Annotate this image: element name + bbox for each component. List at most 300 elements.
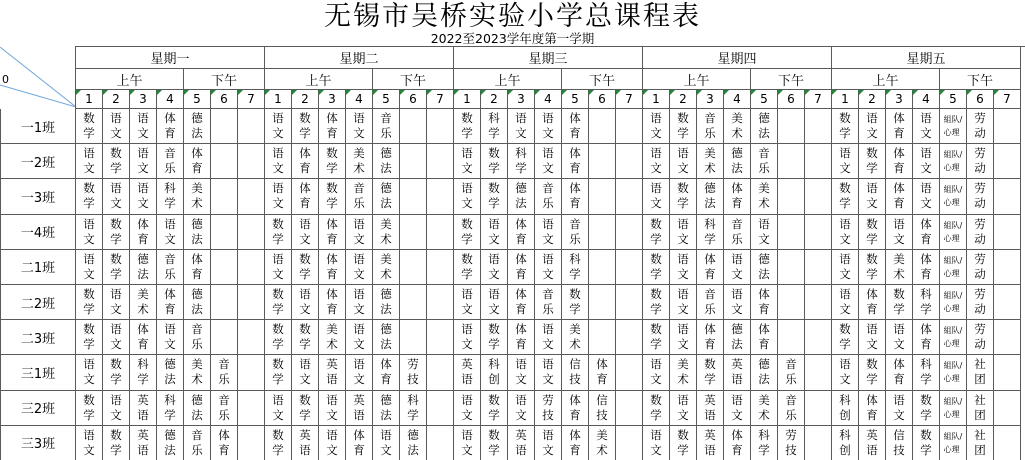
schedule-cell[interactable] [184,250,211,285]
schedule-cell[interactable] [130,355,157,390]
schedule-cell[interactable] [616,109,643,144]
schedule-cell[interactable] [76,109,103,144]
schedule-cell[interactable] [913,179,940,214]
schedule-cell[interactable] [940,215,967,250]
schedule-cell[interactable] [616,144,643,179]
schedule-cell[interactable] [859,215,886,250]
schedule-cell[interactable] [724,144,751,179]
schedule-cell[interactable] [670,355,697,390]
schedule-cell[interactable] [994,426,1021,460]
schedule-cell[interactable] [76,426,103,460]
schedule-cell[interactable] [184,215,211,250]
schedule-cell[interactable] [859,144,886,179]
schedule-cell[interactable] [697,250,724,285]
schedule-cell[interactable] [130,144,157,179]
schedule-cell[interactable] [994,215,1021,250]
schedule-cell[interactable] [211,320,238,355]
schedule-cell[interactable] [481,144,508,179]
schedule-cell[interactable] [427,250,454,285]
schedule-cell[interactable] [130,215,157,250]
schedule-cell[interactable] [616,426,643,460]
schedule-cell[interactable] [346,320,373,355]
schedule-cell[interactable] [616,215,643,250]
schedule-cell[interactable] [616,179,643,214]
schedule-cell[interactable] [697,285,724,320]
schedule-cell[interactable] [454,285,481,320]
schedule-cell[interactable] [616,250,643,285]
schedule-cell[interactable] [238,391,265,426]
schedule-cell[interactable] [130,426,157,460]
schedule-cell[interactable] [805,109,832,144]
schedule-cell[interactable] [805,179,832,214]
schedule-cell[interactable] [832,109,859,144]
schedule-cell[interactable] [589,355,616,390]
schedule-cell[interactable] [319,426,346,460]
schedule-cell[interactable] [427,109,454,144]
schedule-cell[interactable] [373,426,400,460]
schedule-cell[interactable] [508,391,535,426]
schedule-cell[interactable] [589,109,616,144]
schedule-cell[interactable] [670,179,697,214]
schedule-cell[interactable] [76,179,103,214]
schedule-cell[interactable] [238,144,265,179]
schedule-cell[interactable] [562,179,589,214]
schedule-cell[interactable] [103,250,130,285]
schedule-cell[interactable] [373,109,400,144]
schedule-cell[interactable] [265,285,292,320]
schedule-cell[interactable] [805,355,832,390]
schedule-cell[interactable] [940,109,967,144]
schedule-cell[interactable] [643,355,670,390]
schedule-cell[interactable] [994,109,1021,144]
schedule-cell[interactable] [292,320,319,355]
schedule-cell[interactable] [76,285,103,320]
schedule-cell[interactable] [130,109,157,144]
schedule-cell[interactable] [292,215,319,250]
schedule-cell[interactable] [157,250,184,285]
schedule-cell[interactable] [319,215,346,250]
schedule-cell[interactable] [859,179,886,214]
schedule-cell[interactable] [238,320,265,355]
schedule-cell[interactable] [535,320,562,355]
schedule-cell[interactable] [265,391,292,426]
schedule-cell[interactable] [454,144,481,179]
schedule-cell[interactable] [265,355,292,390]
schedule-cell[interactable] [886,109,913,144]
schedule-cell[interactable] [562,355,589,390]
schedule-cell[interactable] [670,285,697,320]
schedule-cell[interactable] [292,250,319,285]
schedule-cell[interactable] [616,320,643,355]
schedule-cell[interactable] [103,285,130,320]
schedule-cell[interactable] [670,391,697,426]
schedule-cell[interactable] [319,179,346,214]
schedule-cell[interactable] [211,144,238,179]
schedule-cell[interactable] [481,320,508,355]
schedule-cell[interactable] [589,179,616,214]
schedule-cell[interactable] [130,285,157,320]
schedule-cell[interactable] [697,215,724,250]
schedule-cell[interactable] [670,250,697,285]
schedule-cell[interactable] [481,285,508,320]
schedule-cell[interactable] [508,426,535,460]
schedule-cell[interactable] [373,320,400,355]
schedule-cell[interactable] [886,250,913,285]
schedule-cell[interactable] [724,391,751,426]
schedule-cell[interactable] [886,179,913,214]
schedule-cell[interactable] [238,179,265,214]
schedule-cell[interactable] [238,355,265,390]
schedule-cell[interactable] [211,109,238,144]
schedule-cell[interactable] [589,320,616,355]
schedule-cell[interactable] [562,391,589,426]
schedule-cell[interactable] [940,250,967,285]
schedule-cell[interactable] [940,391,967,426]
schedule-cell[interactable] [832,215,859,250]
schedule-cell[interactable] [400,355,427,390]
schedule-cell[interactable] [454,391,481,426]
schedule-cell[interactable] [238,426,265,460]
schedule-cell[interactable] [76,391,103,426]
schedule-cell[interactable] [508,285,535,320]
schedule-cell[interactable] [751,179,778,214]
schedule-cell[interactable] [265,144,292,179]
schedule-cell[interactable] [778,179,805,214]
schedule-cell[interactable] [265,109,292,144]
schedule-cell[interactable] [670,426,697,460]
schedule-cell[interactable] [103,391,130,426]
schedule-cell[interactable] [994,355,1021,390]
schedule-cell[interactable] [319,355,346,390]
schedule-cell[interactable] [913,391,940,426]
schedule-cell[interactable] [913,109,940,144]
schedule-cell[interactable] [319,109,346,144]
schedule-cell[interactable] [454,426,481,460]
schedule-cell[interactable] [103,215,130,250]
schedule-cell[interactable] [373,179,400,214]
schedule-cell[interactable] [805,144,832,179]
schedule-cell[interactable] [562,250,589,285]
schedule-cell[interactable] [400,144,427,179]
schedule-cell[interactable] [400,320,427,355]
schedule-cell[interactable] [643,144,670,179]
schedule-cell[interactable] [778,285,805,320]
schedule-cell[interactable] [211,215,238,250]
schedule-cell[interactable] [886,144,913,179]
schedule-cell[interactable] [535,355,562,390]
schedule-cell[interactable] [292,179,319,214]
schedule-cell[interactable] [238,250,265,285]
schedule-cell[interactable] [400,391,427,426]
schedule-cell[interactable] [832,391,859,426]
schedule-cell[interactable] [292,144,319,179]
schedule-cell[interactable] [130,250,157,285]
schedule-cell[interactable] [778,144,805,179]
schedule-cell[interactable] [967,285,994,320]
schedule-cell[interactable] [427,179,454,214]
schedule-cell[interactable] [103,109,130,144]
schedule-cell[interactable] [319,285,346,320]
schedule-cell[interactable] [562,426,589,460]
schedule-cell[interactable] [886,426,913,460]
schedule-cell[interactable] [103,320,130,355]
schedule-cell[interactable] [697,144,724,179]
schedule-cell[interactable] [967,391,994,426]
schedule-cell[interactable] [454,320,481,355]
schedule-cell[interactable] [535,426,562,460]
schedule-cell[interactable] [724,355,751,390]
schedule-cell[interactable] [211,285,238,320]
schedule-cell[interactable] [238,215,265,250]
schedule-cell[interactable] [346,179,373,214]
schedule-cell[interactable] [76,144,103,179]
schedule-cell[interactable] [724,285,751,320]
schedule-cell[interactable] [832,179,859,214]
schedule-cell[interactable] [697,179,724,214]
schedule-cell[interactable] [940,426,967,460]
schedule-cell[interactable] [157,320,184,355]
schedule-cell[interactable] [184,391,211,426]
schedule-cell[interactable] [643,179,670,214]
schedule-cell[interactable] [157,144,184,179]
schedule-cell[interactable] [670,144,697,179]
schedule-cell[interactable] [130,391,157,426]
schedule-cell[interactable] [103,179,130,214]
schedule-cell[interactable] [373,215,400,250]
schedule-cell[interactable] [670,215,697,250]
schedule-cell[interactable] [940,179,967,214]
schedule-cell[interactable] [994,320,1021,355]
schedule-cell[interactable] [535,285,562,320]
schedule-cell[interactable] [778,215,805,250]
schedule-cell[interactable] [481,391,508,426]
schedule-cell[interactable] [967,250,994,285]
schedule-cell[interactable] [886,355,913,390]
schedule-cell[interactable] [562,320,589,355]
schedule-cell[interactable] [562,144,589,179]
schedule-cell[interactable] [319,391,346,426]
schedule-cell[interactable] [589,215,616,250]
schedule-cell[interactable] [454,250,481,285]
schedule-cell[interactable] [886,215,913,250]
schedule-cell[interactable] [859,355,886,390]
schedule-cell[interactable] [184,320,211,355]
schedule-cell[interactable] [400,250,427,285]
schedule-cell[interactable] [859,250,886,285]
schedule-cell[interactable] [265,320,292,355]
schedule-cell[interactable] [454,355,481,390]
schedule-cell[interactable] [751,391,778,426]
schedule-cell[interactable] [778,109,805,144]
schedule-cell[interactable] [859,391,886,426]
schedule-cell[interactable] [724,320,751,355]
schedule-cell[interactable] [562,109,589,144]
schedule-cell[interactable] [751,426,778,460]
schedule-cell[interactable] [211,179,238,214]
schedule-cell[interactable] [805,215,832,250]
schedule-cell[interactable] [103,144,130,179]
schedule-cell[interactable] [211,426,238,460]
schedule-cell[interactable] [292,426,319,460]
schedule-cell[interactable] [373,355,400,390]
schedule-cell[interactable] [832,144,859,179]
schedule-cell[interactable] [751,250,778,285]
schedule-cell[interactable] [103,355,130,390]
schedule-cell[interactable] [670,109,697,144]
schedule-cell[interactable] [697,426,724,460]
schedule-cell[interactable] [346,109,373,144]
schedule-cell[interactable] [373,391,400,426]
schedule-cell[interactable] [724,426,751,460]
schedule-cell[interactable] [508,355,535,390]
schedule-cell[interactable] [724,215,751,250]
schedule-cell[interactable] [616,285,643,320]
schedule-cell[interactable] [454,109,481,144]
schedule-cell[interactable] [130,320,157,355]
schedule-cell[interactable] [886,320,913,355]
schedule-cell[interactable] [184,109,211,144]
schedule-cell[interactable] [589,285,616,320]
schedule-cell[interactable] [373,250,400,285]
schedule-cell[interactable] [427,391,454,426]
schedule-cell[interactable] [319,320,346,355]
schedule-cell[interactable] [832,355,859,390]
schedule-cell[interactable] [832,426,859,460]
schedule-cell[interactable] [751,320,778,355]
schedule-cell[interactable] [859,320,886,355]
schedule-cell[interactable] [76,355,103,390]
schedule-cell[interactable] [454,179,481,214]
schedule-cell[interactable] [967,320,994,355]
schedule-cell[interactable] [913,285,940,320]
schedule-cell[interactable] [346,144,373,179]
schedule-cell[interactable] [967,355,994,390]
schedule-cell[interactable] [562,285,589,320]
schedule-cell[interactable] [994,285,1021,320]
schedule-cell[interactable] [778,391,805,426]
schedule-cell[interactable] [238,285,265,320]
schedule-cell[interactable] [859,426,886,460]
schedule-cell[interactable] [319,144,346,179]
schedule-cell[interactable] [670,320,697,355]
schedule-cell[interactable] [184,144,211,179]
schedule-cell[interactable] [400,426,427,460]
schedule-cell[interactable] [184,179,211,214]
schedule-cell[interactable] [427,215,454,250]
schedule-cell[interactable] [751,215,778,250]
schedule-cell[interactable] [940,320,967,355]
schedule-cell[interactable] [103,426,130,460]
schedule-cell[interactable] [400,179,427,214]
schedule-cell[interactable] [211,391,238,426]
schedule-cell[interactable] [157,426,184,460]
schedule-cell[interactable] [913,426,940,460]
schedule-cell[interactable] [751,355,778,390]
schedule-cell[interactable] [994,391,1021,426]
schedule-cell[interactable] [805,391,832,426]
schedule-cell[interactable] [967,215,994,250]
schedule-cell[interactable] [994,250,1021,285]
schedule-cell[interactable] [697,391,724,426]
schedule-cell[interactable] [535,391,562,426]
schedule-cell[interactable] [967,144,994,179]
schedule-cell[interactable] [832,250,859,285]
schedule-cell[interactable] [697,320,724,355]
schedule-cell[interactable] [589,250,616,285]
schedule-cell[interactable] [535,179,562,214]
schedule-cell[interactable] [157,179,184,214]
schedule-cell[interactable] [508,320,535,355]
schedule-cell[interactable] [265,426,292,460]
schedule-cell[interactable] [481,250,508,285]
schedule-cell[interactable] [211,250,238,285]
schedule-cell[interactable] [805,285,832,320]
schedule-cell[interactable] [157,355,184,390]
schedule-cell[interactable] [643,426,670,460]
schedule-cell[interactable] [346,355,373,390]
schedule-cell[interactable] [994,179,1021,214]
schedule-cell[interactable] [805,250,832,285]
schedule-cell[interactable] [211,355,238,390]
schedule-cell[interactable] [292,391,319,426]
schedule-cell[interactable] [697,109,724,144]
schedule-cell[interactable] [940,285,967,320]
schedule-cell[interactable] [643,109,670,144]
schedule-cell[interactable] [346,391,373,426]
schedule-cell[interactable] [481,355,508,390]
schedule-cell[interactable] [184,285,211,320]
schedule-cell[interactable] [481,215,508,250]
schedule-cell[interactable] [346,215,373,250]
schedule-cell[interactable] [778,355,805,390]
schedule-cell[interactable] [508,144,535,179]
schedule-cell[interactable] [994,144,1021,179]
schedule-cell[interactable] [508,179,535,214]
schedule-cell[interactable] [616,355,643,390]
schedule-cell[interactable] [886,391,913,426]
schedule-cell[interactable] [778,320,805,355]
schedule-cell[interactable] [76,320,103,355]
schedule-cell[interactable] [967,109,994,144]
schedule-cell[interactable] [292,285,319,320]
schedule-cell[interactable] [913,250,940,285]
schedule-cell[interactable] [427,320,454,355]
schedule-cell[interactable] [184,355,211,390]
schedule-cell[interactable] [967,179,994,214]
schedule-cell[interactable] [589,426,616,460]
schedule-cell[interactable] [535,109,562,144]
schedule-cell[interactable] [481,426,508,460]
schedule-cell[interactable] [481,109,508,144]
schedule-cell[interactable] [724,179,751,214]
schedule-cell[interactable] [373,285,400,320]
schedule-cell[interactable] [832,320,859,355]
schedule-cell[interactable] [940,144,967,179]
schedule-cell[interactable] [643,320,670,355]
schedule-cell[interactable] [724,250,751,285]
schedule-cell[interactable] [130,179,157,214]
schedule-cell[interactable] [76,250,103,285]
schedule-cell[interactable] [724,109,751,144]
schedule-cell[interactable] [805,426,832,460]
schedule-cell[interactable] [427,144,454,179]
schedule-cell[interactable] [913,144,940,179]
schedule-cell[interactable] [265,250,292,285]
schedule-cell[interactable] [751,144,778,179]
schedule-cell[interactable] [157,215,184,250]
schedule-cell[interactable] [157,391,184,426]
schedule-cell[interactable] [913,355,940,390]
